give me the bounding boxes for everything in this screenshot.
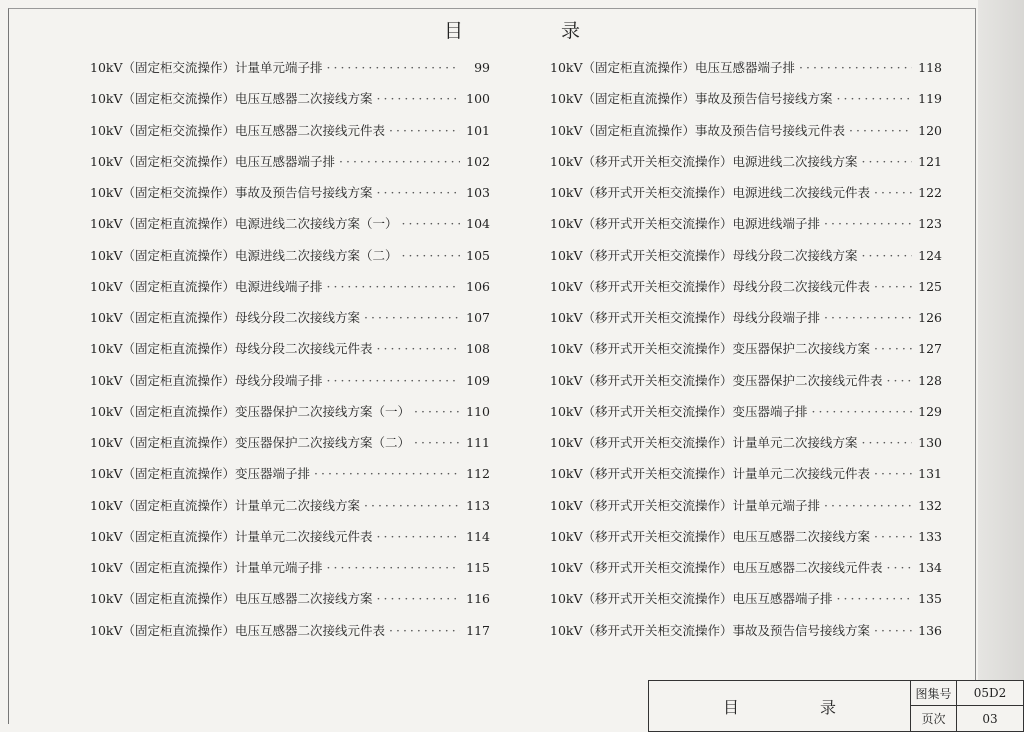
toc-entry-page: 112 [466, 466, 490, 482]
toc-entry-page: 116 [466, 591, 490, 607]
toc-leader-dots [377, 91, 460, 106]
toc-entry [90, 121, 490, 152]
toc-entry [550, 277, 942, 308]
toc-entry [90, 277, 490, 308]
toc-entry-page: 121 [918, 153, 942, 169]
toc-entry-title: 10kV（移开式开关柜交流操作）计量单元二次接线元件表 [550, 466, 871, 482]
toc-entry [90, 527, 490, 558]
toc-leader-dots [874, 185, 912, 200]
toc-entry-title: 10kV（固定柜直流操作）计量单元二次接线元件表 [90, 528, 373, 544]
toc-entry [90, 58, 490, 89]
atlas-number-label: 图集号 [911, 681, 957, 706]
toc-entry-title: 10kV（固定柜交流操作）电压互感器端子排 [90, 153, 336, 169]
toc-leader-dots [862, 435, 912, 450]
toc-entry-page: 107 [466, 310, 490, 325]
toc-entry [550, 58, 942, 89]
toc-entry-page: 108 [466, 341, 490, 357]
toc-leader-dots [402, 248, 460, 263]
toc-entry [550, 89, 942, 120]
toc-entry-title: 10kV（固定柜直流操作）母线分段二次接线方案 [90, 310, 361, 325]
toc-entry [90, 496, 490, 527]
toc-leader-dots [402, 216, 460, 231]
toc-entry-title: 10kV（固定柜直流操作）事故及预告信号接线方案 [550, 91, 833, 107]
toc-entry [550, 464, 942, 495]
toc-entry-page: 130 [918, 435, 942, 450]
toc-entry-page: 133 [918, 528, 942, 544]
toc-entry [550, 121, 942, 152]
toc-entry [90, 308, 490, 339]
toc-leader-dots [812, 404, 912, 419]
toc-column-left [90, 58, 490, 652]
toc-leader-dots [414, 404, 460, 419]
toc-entry-page: 124 [918, 247, 942, 263]
toc-entry [550, 183, 942, 214]
toc-entry-page: 134 [918, 560, 942, 575]
toc-leader-dots [314, 466, 460, 481]
toc-entry [550, 214, 942, 245]
toc-entry [550, 371, 942, 402]
toc-entry-title: 10kV（固定柜交流操作）事故及预告信号接线方案 [90, 185, 373, 200]
toc-leader-dots [837, 591, 912, 606]
toc-entry-page: 114 [466, 528, 490, 544]
toc-entry [550, 308, 942, 339]
toc-entry-title: 10kV（移开式开关柜交流操作）电压互感器端子排 [550, 591, 833, 607]
toc-leader-dots [327, 279, 460, 294]
toc-entry-title: 10kV（固定柜直流操作）电源进线二次接线方案（二） [90, 247, 398, 263]
toc-entry-page: 136 [918, 622, 942, 638]
toc-entry [90, 214, 490, 245]
toc-entry-page: 135 [918, 591, 942, 607]
toc-entry-title: 10kV（移开式开关柜交流操作）事故及预告信号接线方案 [550, 622, 871, 638]
toc-entry [550, 152, 942, 183]
toc-entry-page: 113 [466, 497, 490, 513]
toc-leader-dots [874, 623, 912, 638]
toc-entry [90, 402, 490, 433]
toc-entry-page: 102 [466, 153, 490, 169]
toc-entry-title: 10kV（固定柜直流操作）电压互感器二次接线方案 [90, 591, 373, 607]
toc-entry-page: 120 [918, 122, 942, 138]
toc-entry-title: 10kV（固定柜直流操作）电压互感器端子排 [550, 60, 796, 75]
toc-entry-title: 10kV（移开式开关柜交流操作）变压器保护二次接线元件表 [550, 372, 883, 388]
toc-leader-dots [364, 498, 460, 513]
toc-leader-dots [414, 435, 460, 450]
toc-leader-dots [339, 154, 460, 169]
toc-entry-page: 105 [466, 247, 490, 263]
toc-entry [550, 558, 942, 589]
toc-leader-dots [364, 310, 460, 325]
toc-entry-title: 10kV（移开式开关柜交流操作）电源进线端子排 [550, 216, 821, 232]
toc-entry-title: 10kV（固定柜直流操作）计量单元端子排 [90, 560, 323, 575]
toc-entry [90, 464, 490, 495]
toc-entry [550, 589, 942, 620]
page-number-value: 03 [982, 711, 998, 726]
toc-entry-title: 10kV（移开式开关柜交流操作）电源进线二次接线元件表 [550, 185, 871, 200]
toc-leader-dots [874, 279, 912, 294]
toc-entry [90, 433, 490, 464]
toc-leader-dots [874, 529, 912, 544]
toc-leader-dots [887, 560, 912, 575]
toc-entry [90, 152, 490, 183]
scanned-edge-strip [978, 0, 1024, 732]
toc-entry [550, 433, 942, 464]
toc-leader-dots [377, 591, 460, 606]
toc-entry [550, 339, 942, 370]
toc-entry-page: 99 [474, 60, 490, 75]
toc-entry-title: 10kV（固定柜交流操作）电压互感器二次接线方案 [90, 91, 373, 107]
toc-entry-title: 10kV（移开式开关柜交流操作）母线分段二次接线方案 [550, 247, 858, 263]
toc-leader-dots [824, 498, 912, 513]
toc-entry-title: 10kV（移开式开关柜交流操作）变压器端子排 [550, 403, 808, 419]
toc-leader-dots [837, 91, 912, 106]
toc-entry-title: 10kV（移开式开关柜交流操作）母线分段端子排 [550, 310, 821, 325]
toc-entry [550, 402, 942, 433]
toc-entry-title: 10kV（移开式开关柜交流操作）电压互感器二次接线元件表 [550, 560, 883, 575]
toc-leader-dots [824, 216, 912, 231]
toc-entry-page: 109 [466, 372, 490, 388]
page-number-label: 页次 [911, 706, 957, 731]
toc-entry-title: 10kV（固定柜直流操作）变压器保护二次接线方案（二） [90, 435, 411, 450]
toc-leader-dots [824, 310, 912, 325]
toc-entry-page: 123 [918, 216, 942, 232]
toc-leader-dots [327, 60, 460, 75]
toc-entry-page: 131 [918, 466, 942, 482]
toc-entry-page: 111 [466, 435, 490, 450]
title-block [648, 680, 1024, 732]
toc-leader-dots [799, 60, 912, 75]
toc-entry-page: 129 [918, 403, 942, 419]
toc-leader-dots [327, 373, 460, 388]
toc-entry-title: 10kV（固定柜直流操作）变压器保护二次接线方案（一） [90, 403, 411, 419]
toc-entry-page: 122 [918, 185, 942, 200]
toc-leader-dots [377, 185, 460, 200]
toc-leader-dots [874, 341, 912, 356]
toc-entry-page: 127 [918, 341, 942, 357]
toc-entry [550, 496, 942, 527]
toc-entry-page: 101 [466, 122, 490, 138]
toc-leader-dots [389, 123, 460, 138]
toc-entry-page: 125 [918, 278, 942, 294]
toc-entry-title: 10kV（固定柜直流操作）母线分段端子排 [90, 372, 323, 388]
toc-entry-page: 100 [466, 91, 490, 107]
toc-entry-page: 104 [466, 216, 490, 232]
toc-entry-title: 10kV（固定柜交流操作）电压互感器二次接线元件表 [90, 122, 386, 138]
toc-entry-page: 106 [466, 278, 490, 294]
toc-leader-dots [874, 466, 912, 481]
toc-entry-title: 10kV（固定柜直流操作）计量单元二次接线方案 [90, 497, 361, 513]
toc-entry [550, 527, 942, 558]
toc-entry [550, 621, 942, 652]
toc-entry-page: 128 [918, 372, 942, 388]
page-title: 目 录 [443, 20, 627, 42]
toc-entry-page: 117 [466, 622, 490, 638]
toc-entry-page: 110 [466, 403, 490, 419]
toc-entry-title: 10kV（移开式开关柜交流操作）计量单元端子排 [550, 497, 821, 513]
toc-entry [90, 246, 490, 277]
toc-leader-dots [862, 248, 912, 263]
toc-entry-title: 10kV（固定柜直流操作）电源进线二次接线方案（一） [90, 216, 398, 232]
toc-entry-page: 119 [918, 91, 942, 107]
toc-leader-dots [849, 123, 912, 138]
toc-entry [90, 339, 490, 370]
toc-entry-title: 10kV（移开式开关柜交流操作）电压互感器二次接线方案 [550, 528, 871, 544]
toc-leader-dots [389, 623, 460, 638]
toc-entry [90, 371, 490, 402]
toc-leader-dots [327, 560, 460, 575]
title-block-name: 目 录 [649, 681, 911, 731]
toc-entry-title: 10kV（移开式开关柜交流操作）变压器保护二次接线方案 [550, 341, 871, 357]
toc-entry-page: 103 [466, 185, 490, 200]
toc-entry-title: 10kV（移开式开关柜交流操作）计量单元二次接线方案 [550, 435, 858, 450]
toc-leader-dots [377, 341, 460, 356]
toc-entry-page: 115 [466, 560, 490, 575]
toc-entry-page: 118 [918, 60, 942, 75]
toc-entry-title: 10kV（固定柜直流操作）母线分段二次接线元件表 [90, 341, 373, 357]
toc-entry-page: 126 [918, 310, 942, 325]
toc-entry-title: 10kV（固定柜直流操作）变压器端子排 [90, 466, 311, 482]
toc-entry [550, 246, 942, 277]
toc-leader-dots [862, 154, 912, 169]
toc-entry [90, 589, 490, 620]
toc-entry-page: 132 [918, 497, 942, 513]
toc-entry-title: 10kV（固定柜直流操作）事故及预告信号接线元件表 [550, 122, 846, 138]
toc-entry-title: 10kV（移开式开关柜交流操作）电源进线二次接线方案 [550, 153, 858, 169]
toc-entry-title: 10kV（移开式开关柜交流操作）母线分段二次接线元件表 [550, 278, 871, 294]
toc-entry-title: 10kV（固定柜交流操作）计量单元端子排 [90, 60, 323, 75]
toc-entry-title: 10kV（固定柜直流操作）电压互感器二次接线元件表 [90, 622, 386, 638]
atlas-number-value: 05D2 [957, 681, 1023, 706]
toc-column-right [550, 58, 942, 652]
toc-leader-dots [377, 529, 460, 544]
toc-entry-title: 10kV（固定柜直流操作）电源进线端子排 [90, 278, 323, 294]
toc-entry [90, 558, 490, 589]
toc-entry [90, 621, 490, 652]
toc-leader-dots [887, 373, 912, 388]
toc-entry [90, 89, 490, 120]
toc-entry [90, 183, 490, 214]
